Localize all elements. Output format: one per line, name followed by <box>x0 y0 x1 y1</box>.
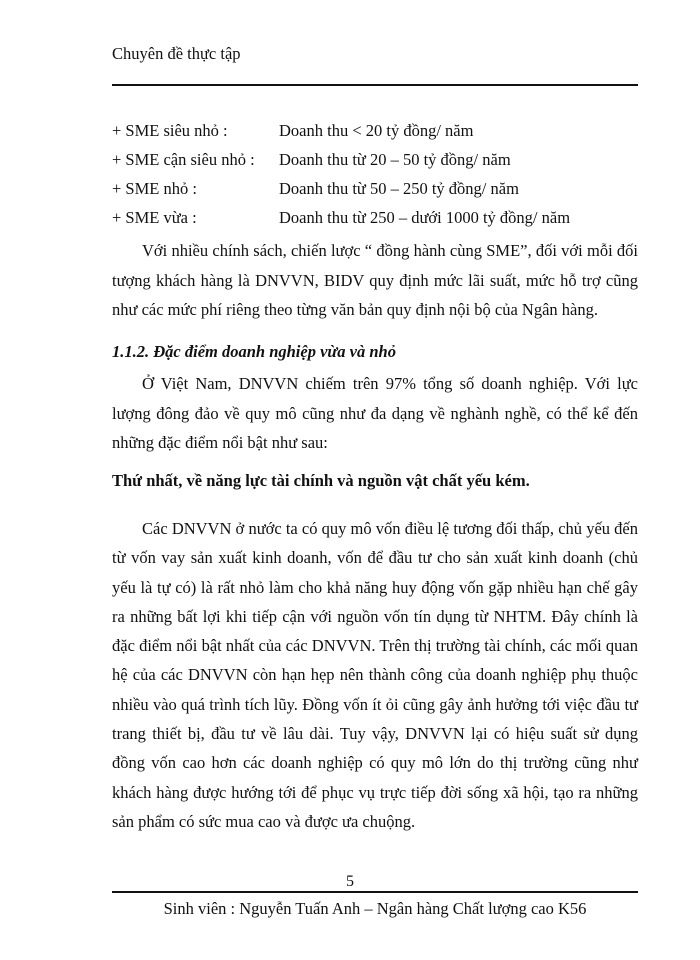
sme-criteria-row <box>112 174 638 203</box>
sme-criteria-row <box>112 145 638 174</box>
intro-paragraph: Với nhiều chính sách, chiến lược “ đồng hành cùng SME”, đối với mỗi đối tượng khách hàng là DNVVN, BIDV quy định mức lãi suất, mức hỗ trợ cũng như các mức phí riêng theo từng văn bản quy định nội bộ của Ngân hàng. <box>112 241 638 319</box>
header-divider <box>112 84 638 86</box>
characteristics-paragraph: Ở Việt Nam, DNVVN chiếm trên 97% tổng số doanh nghiệp. Với lực lượng đông đảo về quy mô cũng như đa dạng về nghành nghề, có thể kể đến những đặc điểm nổi bật như sau: <box>112 374 638 452</box>
finance-paragraph: Các DNVVN ở nước ta có quy mô vốn điều lệ tương đối thấp, chủ yếu đến từ vốn vay sản xuất kinh doanh, vốn để đầu tư cho sản xuất kinh doanh (chủ yếu là tự có) là rất nhỏ làm cho khả năng huy động vốn gặp nhiều hạn chế gây ra những bất lợi khi tiếp cận với nguồn vốn tín dụng từ NHTM. Đây chính là đặc điểm nổi bật nhất của các DNVVN. Trên thị trường tài chính, các mối quan hệ của các DNVVN còn hạn hẹp nên thành công của doanh nghiệp phụ thuộc nhiều vào quá trình tích lũy. Đồng vốn ít ỏi cũng gây ảnh hưởng tới việc đầu tư trang thiết bị, đầu tư về lâu dài. Tuy vậy, DNVVN lại có hiệu suất sử dụng đồng vốn cao hơn các doanh nghiệp có quy mô lớn do thị trường cũng như khách hàng được hướng tới để phục vụ trực tiếp đời sống xã hội, tạo ra những sản phẩm có sức mua cao và được ưa chuộng. <box>112 519 638 831</box>
sme-criteria-list <box>112 116 638 232</box>
footer-student-info: Sinh viên : Nguyễn Tuấn Anh – Ngân hàng Chất lượng cao K56 <box>163 899 587 918</box>
sme-criteria-row <box>112 116 638 145</box>
page-number: 5 <box>346 873 354 890</box>
footer-divider <box>112 891 638 893</box>
sme-criteria-value: Doanh thu < 20 tỷ đồng/ năm <box>279 121 474 140</box>
section-heading: 1.1.2. Đặc điểm doanh nghiệp vừa và nhỏ <box>112 342 396 361</box>
sme-criteria-value: Doanh thu từ 50 – 250 tỷ đồng/ năm <box>279 179 519 198</box>
sme-criteria-value: Doanh thu từ 250 – dưới 1000 tỷ đồng/ năm <box>279 208 571 227</box>
sme-criteria-label: + SME cận siêu nhỏ : <box>112 150 255 169</box>
sme-criteria-label: + SME nhỏ : <box>112 179 197 198</box>
sme-criteria-value: Doanh thu từ 20 – 50 tỷ đồng/ năm <box>279 150 511 169</box>
sme-criteria-row <box>112 203 638 232</box>
document-header-title: Chuyên đề thực tập <box>112 44 241 63</box>
sme-criteria-label: + SME vừa : <box>112 208 197 227</box>
first-point-heading: Thứ nhất, về năng lực tài chính và nguồn vật chất yếu kém. <box>112 471 530 490</box>
sme-criteria-label: + SME siêu nhỏ : <box>112 121 228 140</box>
